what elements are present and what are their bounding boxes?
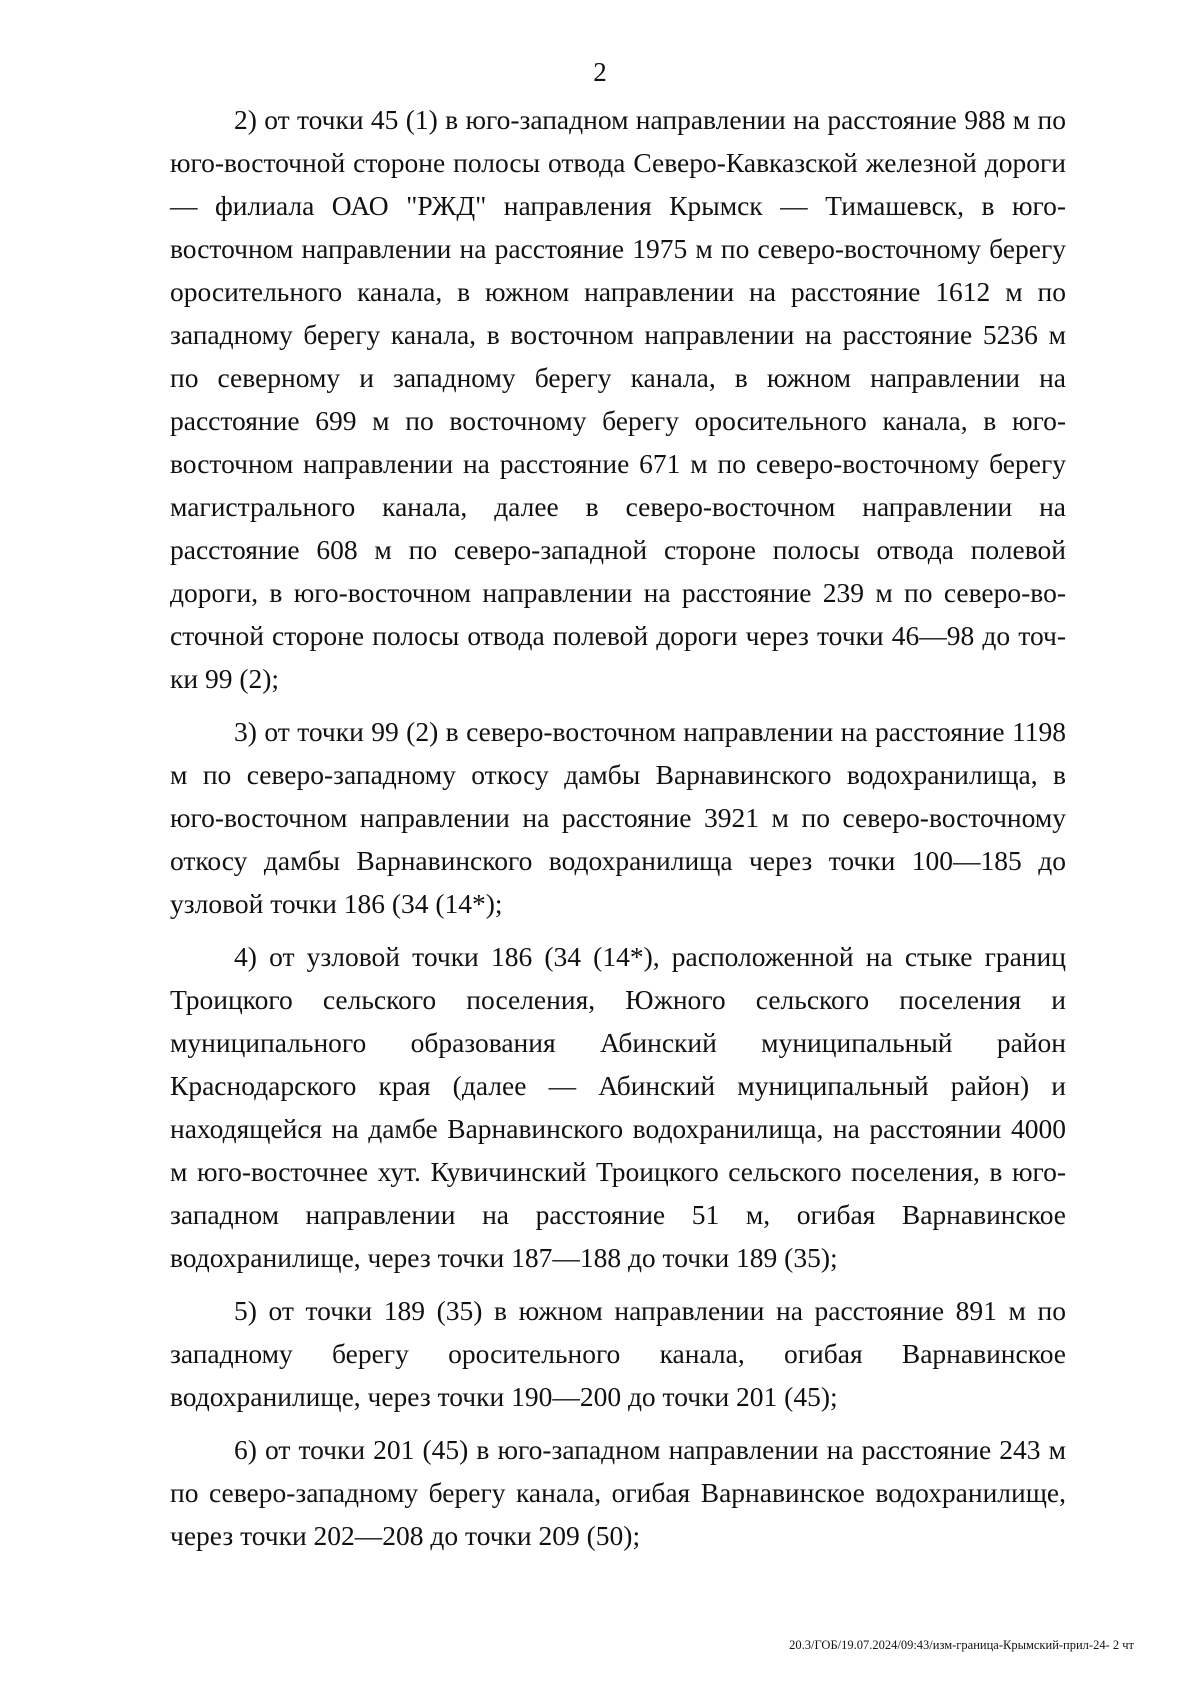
document-footer-code: 20.3/ГОБ/19.07.2024/09:43/изм-граница-Крымский-прил-24- 2 чт bbox=[789, 1638, 1134, 1652]
document-body bbox=[170, 98, 1066, 1557]
paragraph-item-4: 4) от узловой точки 186 (34 (14*), расположенной на стыке границ Троицкого сельского поселения, Южного сельского поселения и муниципального образования Абинский муниципальный район Краснодарского края (далее — Абинский муниципальный район) и находящейся на дамбе Варнавинского водохранилища, на расстоянии 4000 м юго-восточнее хут. Кувичинский Троицкого сельского поселения, в юго-западном направлении на расстояние 51 м, огибая Варнавинское водохранилище, через точки 187—188 до точки 189 (35); bbox=[170, 941, 1066, 1273]
paragraph-item-6: 6) от точки 201 (45) в юго-западном направлении на расстояние 243 м по северо-западному берегу канала, огибая Варнавинское водохранилище, через точки 202—208 до точки 209 (50); bbox=[170, 1434, 1066, 1551]
page-number: 2 bbox=[593, 57, 607, 87]
paragraph-item-5: 5) от точки 189 (35) в южном направлении на расстояние 891 м по западному берегу оросительного канала, огибая Варнавинское водохранилище, через точки 190—200 до точки 201 (45); bbox=[170, 1295, 1066, 1412]
paragraph-item-2: 2) от точки 45 (1) в юго-западном направлении на расстояние 988 м по юго-восточной стороне полосы отвода Северо-Кавказской железной дороги — филиала ОАО "РЖД" направления Крымск — Тимашевск, в юго-восточном направлении на расстояние 1975 м по северо-восточному берегу оросительного канала, в южном направлении на расстояние 1612 м по западному берегу канала, в восточном направлении на расстояние 5236 м по северному и западному берегу канала, в южном направлении на расстояние 699 м по восточному берегу оросительного канала, в юго-восточном направлении на расстояние 671 м по северо-восточному берегу магистрального канала, далее в северо-восточном направлении на расстояние 608 м по северо-западной стороне полосы отвода полевой дороги, в юго-восточном направлении на расстояние 239 м по северо-восточной стороне полосы отвода полевой дороги через точки 46—98 до точки 99 (2); bbox=[170, 104, 1066, 694]
paragraph-item-3: 3) от точки 99 (2) в северо-восточном направлении на расстояние 1198 м по северо-западному откосу дамбы Варнавинского водохранилища, в юго-восточном направлении на расстояние 3921 м по северо-восточному откосу дамбы Варнавинского водохранилища через точки 100—185 до узловой точки 186 (34 (14*); bbox=[170, 716, 1066, 919]
